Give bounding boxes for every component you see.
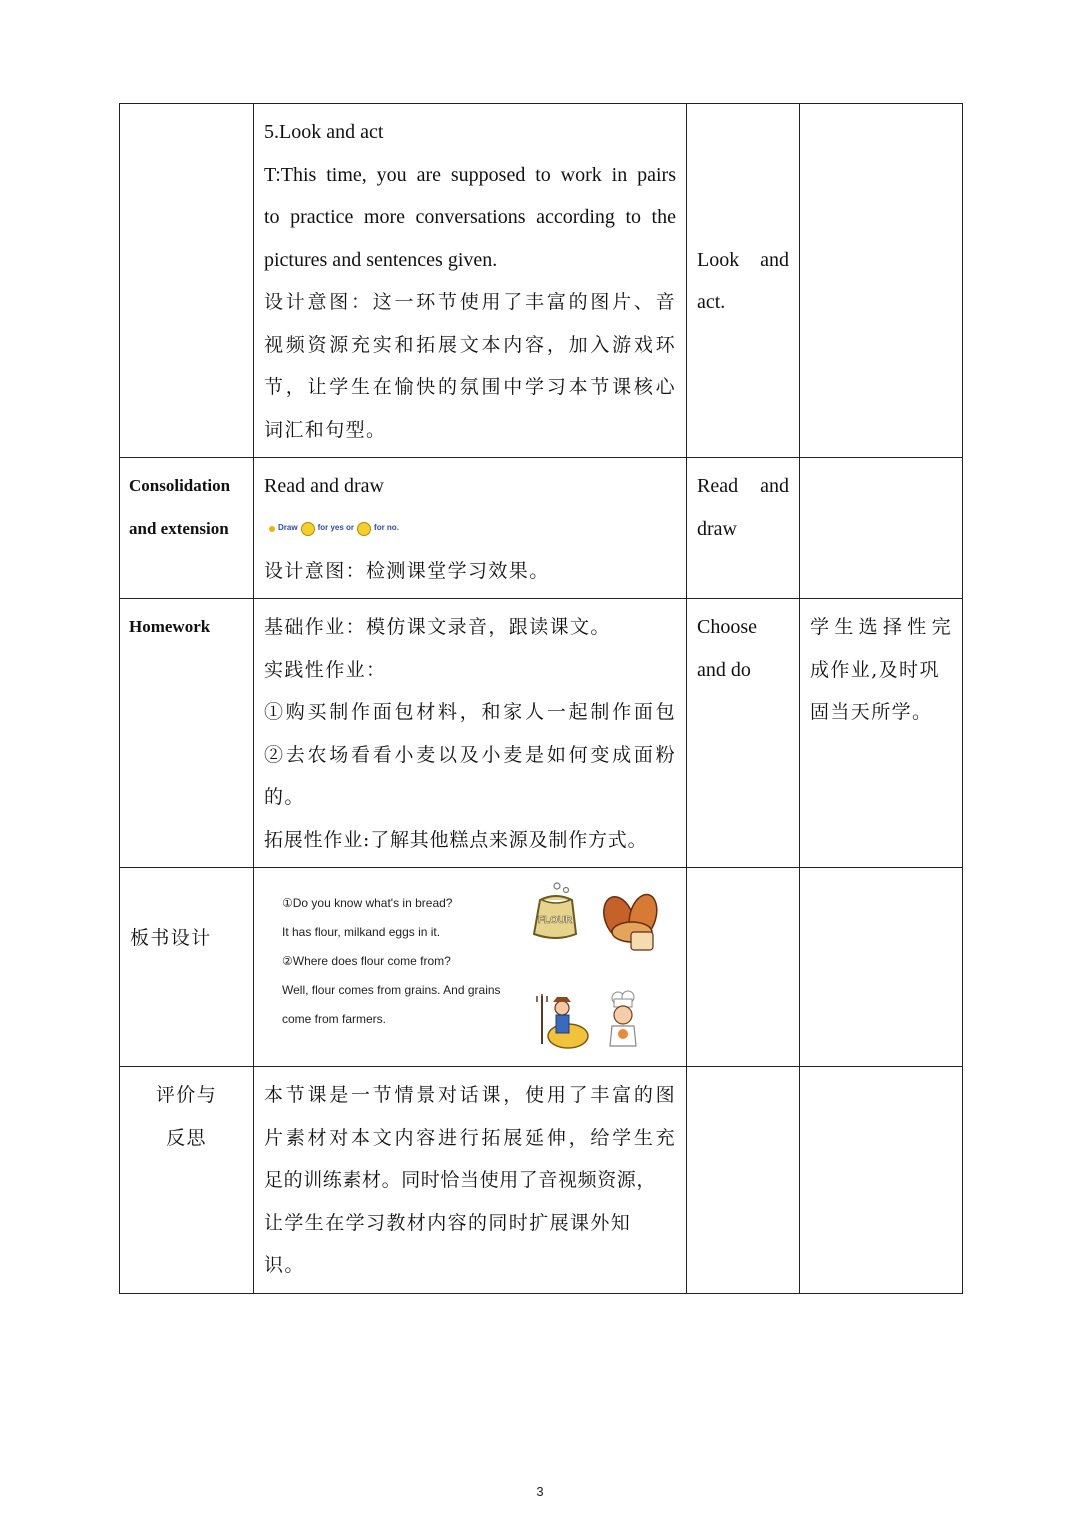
row-look-and-act xyxy=(120,104,963,458)
for-yes-text: for yes or xyxy=(317,523,355,533)
activity-cell xyxy=(687,458,800,599)
blackboard-design xyxy=(254,868,686,1065)
content-cell xyxy=(254,599,687,868)
stage-label: Homework xyxy=(129,617,211,636)
board-line: ②Where does flour come from? xyxy=(282,954,451,968)
section-title: Read and draw xyxy=(264,475,384,497)
design-intent-line: 设计意图：检测课堂学习效果。 xyxy=(264,559,550,582)
note-line: 固当天所学。 xyxy=(810,701,933,723)
bread-basket-icon xyxy=(599,888,669,954)
content-line: T:This time, you are supposed to work in pairs xyxy=(264,163,676,186)
flour-bag-icon xyxy=(524,882,588,944)
stage-cell xyxy=(120,868,254,1067)
board-cell xyxy=(254,868,687,1067)
homework-line: 拓展性作业:了解其他糕点来源及制作方式。 xyxy=(264,828,648,851)
board-line: Well, flour comes from grains. And grains xyxy=(282,983,501,997)
stage-label: and extension xyxy=(129,518,229,538)
row-reflection xyxy=(120,1067,963,1294)
draw-word: Draw xyxy=(278,523,298,533)
note-cell xyxy=(800,868,963,1067)
row-board-design xyxy=(120,868,963,1067)
homework-line: ①购买制作面包材料，和家人一起制作面包 xyxy=(264,701,676,723)
board-line: ①Do you know what's in bread? xyxy=(282,896,453,910)
content-line: to practice more conversations according to the xyxy=(264,206,676,228)
activity-cell xyxy=(687,868,800,1067)
homework-line: 的。 xyxy=(264,786,305,808)
for-no-text: for no. xyxy=(374,523,399,533)
stage-label: 反思 xyxy=(166,1126,207,1149)
design-intent-line: 节，让学生在愉快的氛围中学习本节课核心 xyxy=(264,376,676,398)
bullet-icon xyxy=(269,526,275,532)
content-cell xyxy=(254,104,687,458)
lesson-plan-table xyxy=(119,103,963,1294)
reflection-line: 本节课是一节情景对话课，使用了丰富的图 xyxy=(264,1084,676,1106)
note-cell xyxy=(800,104,963,458)
note-line: 学生选择性完 xyxy=(810,616,952,638)
design-intent-line: 视频资源充实和拓展文本内容，加入游戏环 xyxy=(264,333,676,356)
stage-cell xyxy=(120,458,254,599)
smile-face-icon xyxy=(301,522,315,536)
sad-face-icon xyxy=(357,522,371,536)
stage-label: Consolidation xyxy=(129,476,231,495)
row-homework xyxy=(120,599,963,868)
content-line: pictures and sentences given. xyxy=(264,248,498,271)
page-number: 3 xyxy=(536,1484,544,1499)
chef-icon xyxy=(604,990,644,1050)
board-line: come from farmers. xyxy=(282,1012,387,1026)
content-cell xyxy=(254,1067,687,1294)
activity-cell xyxy=(687,1067,800,1294)
note-line: 成作业,及时巩 xyxy=(810,658,940,681)
content-cell xyxy=(254,458,687,599)
stage-cell xyxy=(120,1067,254,1294)
design-intent-line: 设计意图：这一环节使用了丰富的图片、音 xyxy=(264,291,676,313)
flour-label: FLOUR xyxy=(537,915,573,926)
activity-line: draw xyxy=(697,517,737,540)
stage-cell-empty xyxy=(120,104,254,458)
section-title: 5.Look and act xyxy=(264,121,384,143)
farmer-icon xyxy=(534,992,594,1050)
reflection-line: 片素材对本文内容进行拓展延伸，给学生充 xyxy=(264,1126,676,1149)
homework-line: 基础作业：模仿课文录音，跟读课文。 xyxy=(264,616,611,638)
activity-line: Read and xyxy=(697,475,789,497)
stage-label: 评价与 xyxy=(155,1084,218,1106)
activity-line: Choose xyxy=(697,616,757,638)
homework-line: 实践性作业： xyxy=(264,658,387,681)
reflection-line: 足的训练素材。同时恰当使用了音视频资源， xyxy=(264,1169,657,1191)
board-line: It has flour, milkand eggs in it. xyxy=(282,925,441,939)
reflection-line: 让学生在学习教材内容的同时扩展课外知 xyxy=(264,1211,632,1234)
activity-line: Look and xyxy=(697,248,789,271)
note-cell xyxy=(800,458,963,599)
reflection-line: 识。 xyxy=(264,1254,305,1276)
activity-cell xyxy=(687,104,800,458)
design-intent-line: 词汇和句型。 xyxy=(264,418,387,441)
activity-cell xyxy=(687,599,800,868)
stage-label: 板书设计 xyxy=(130,927,212,950)
draw-instruction xyxy=(264,508,676,550)
note-cell xyxy=(800,1067,963,1294)
homework-line: ②去农场看看小麦以及小麦是如何变成面粉 xyxy=(264,743,676,766)
row-consolidation xyxy=(120,458,963,599)
note-cell xyxy=(800,599,963,868)
activity-line: and do xyxy=(697,658,751,681)
stage-cell xyxy=(120,599,254,868)
activity-line: act. xyxy=(697,291,726,313)
